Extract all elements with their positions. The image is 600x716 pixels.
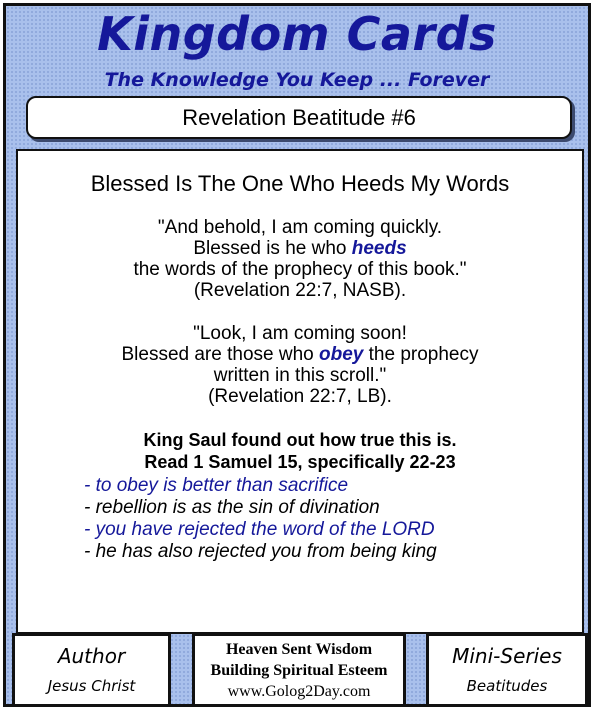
author-value: Jesus Christ	[47, 677, 136, 695]
emphasis-word: heeds	[351, 238, 407, 259]
card-title: Kingdom Cards	[97, 7, 497, 61]
verse-lb	[18, 323, 582, 407]
publisher-line: Building Spiritual Esteem	[210, 662, 388, 679]
list-item: - rebellion is as the sin of divination	[84, 497, 380, 518]
verse-nasb	[18, 217, 582, 301]
verse-line: written in this scroll."	[213, 365, 387, 386]
series-box	[426, 633, 588, 707]
emphasis-word: obey	[319, 344, 364, 365]
publisher-line: Heaven Sent Wisdom	[225, 641, 373, 658]
lesson-line: Read 1 Samuel 15, specifically 22-23	[144, 452, 456, 472]
publisher-box	[192, 633, 406, 707]
verse-reference: (Revelation 22:7, NASB).	[193, 280, 407, 301]
kingdom-card	[3, 3, 591, 707]
verse-line: "And behold, I am coming quickly.	[157, 217, 443, 238]
verse-reference: (Revelation 22:7, LB).	[208, 386, 392, 407]
lesson-line: King Saul found out how true this is.	[143, 430, 457, 450]
verse-text: Blessed is he who	[193, 238, 352, 259]
verse-text: the prophecy	[363, 344, 479, 365]
list-item: - you have rejected the word of the LORD	[84, 519, 435, 540]
author-label: Author	[57, 644, 126, 668]
list-item: - to obey is better than sacrifice	[84, 475, 349, 496]
series-value: Beatitudes	[466, 677, 548, 695]
verse-line: the words of the prophecy of this book."	[133, 259, 467, 280]
lesson-heading	[18, 429, 582, 473]
card-subtitle: The Knowledge You Keep ... Forever	[104, 69, 490, 91]
verse-line	[18, 344, 582, 365]
main-title: Blessed Is The One Who Heeds My Words	[90, 171, 510, 196]
verse-text: Blessed are those who	[121, 344, 319, 365]
card-heading: Revelation Beatitude #6	[26, 96, 572, 139]
card-footer	[6, 633, 588, 707]
publisher-website: www.Golog2Day.com	[227, 683, 371, 700]
lesson-bullets	[84, 475, 582, 563]
main-content-panel	[16, 149, 584, 634]
list-item: - he has also rejected you from being king	[84, 541, 437, 562]
author-box	[12, 633, 171, 707]
verse-line	[18, 238, 582, 259]
verse-line: "Look, I am coming soon!	[193, 323, 407, 344]
series-label: Mini-Series	[452, 644, 562, 668]
